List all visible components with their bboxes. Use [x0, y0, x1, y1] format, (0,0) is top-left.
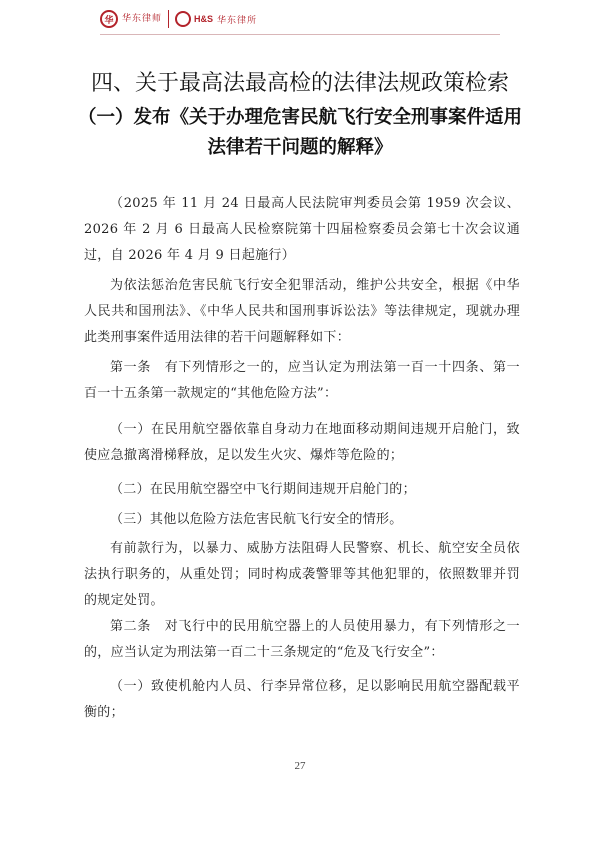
subsection-title-line1: （一）发布《关于办理危害民航飞行安全刑事案件适用 [77, 107, 522, 128]
article-1-paragraph-2: 有前款行为，以暴力、威胁方法阻碍人民警察、机长、航空安全员依法执行职务的，从重处罚；同时构成袭警罪等其他犯罪的，依照数罪并罚的规定处罚。 [84, 541, 520, 608]
firm-name-right: 华东律所 [217, 15, 258, 26]
header-rule [100, 34, 500, 35]
firm-logo-right [175, 11, 257, 27]
article-1-intro: 第一条 有下列情形之一的，应当认定为刑法第一百一十四条、第一百一十五条第一款规定的“其他危险方法”： [84, 360, 520, 401]
firm-mark-icon [175, 11, 191, 27]
seal-icon: 华 [100, 10, 118, 28]
preamble-paragraph: 为依法惩治危害民航飞行安全犯罪活动，维护公共安全，根据《中华人民共和国刑法》、《中华人民共和国刑事诉讼法》等法律规定，现就办理此类刑事案件适用法律的若干问题解释如下： [84, 278, 520, 345]
article-1-item-3: （三）其他以危险方法危害民航飞行安全的情形。 [110, 512, 403, 527]
article-2-intro: 第二条 对飞行中的民用航空器上的人员使用暴力，有下列情形之一的，应当认定为刑法第一百二十三条规定的“危及飞行安全”： [84, 619, 520, 660]
firm-abbrev: H&S [194, 14, 214, 24]
header-divider [168, 10, 169, 28]
article-1-item-2: （二）在民用航空器空中飞行期间违规开启舱门的； [110, 482, 416, 497]
page-header [100, 6, 257, 32]
section-title: 四、关于最高法最高检的法律法规政策检索 [90, 71, 509, 96]
subsection-title-line2: 法律若干问题的解释》 [207, 137, 393, 158]
article-1-item-1: （一）在民用航空器依靠自身动力在地面移动期间违规开启舱门，致使应急撤离滑梯释放，足以发生火灾、爆炸等危险的； [84, 422, 520, 463]
effective-date-note: （2025 年 11 月 24 日最高人民法院审判委员会第 1959 次会议、2026 年 2 月 6 日最高人民检察院第十四届检察委员会第七十次会议通过，自 2026 年 4 月 9 日起施行） [84, 196, 520, 263]
page-number: 27 [294, 760, 306, 772]
article-2-item-1: （一）致使机舱内人员、行李异常位移，足以影响民用航空器配载平衡的； [84, 679, 520, 720]
firm-logo-left [100, 10, 162, 28]
firm-name-left: 华东律师 [122, 14, 163, 24]
